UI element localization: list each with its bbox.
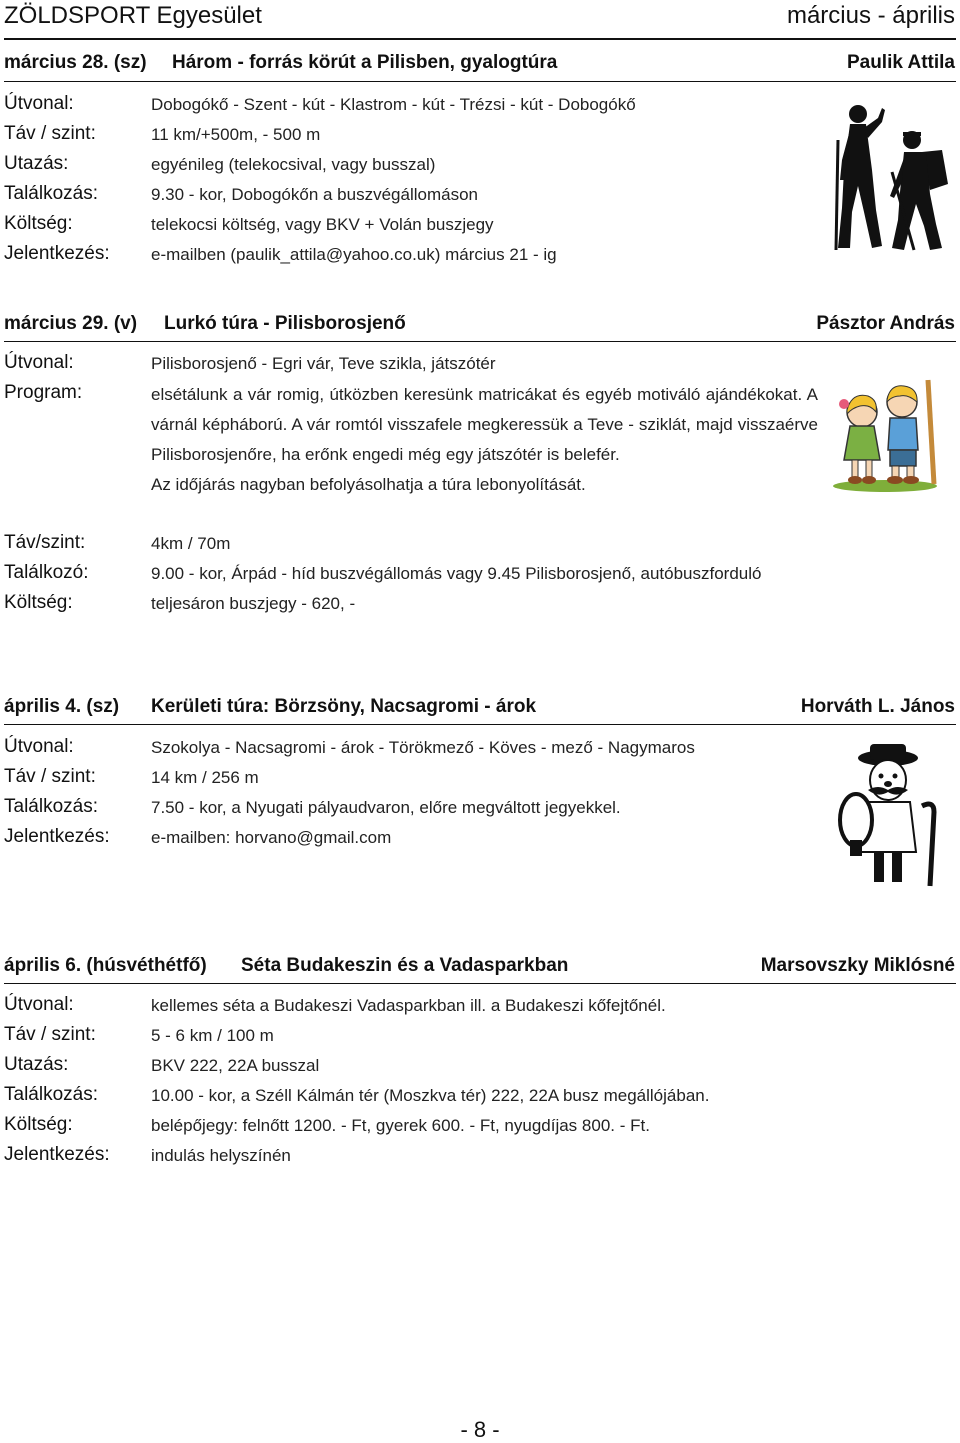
event-leader: Horváth L. János bbox=[800, 696, 955, 717]
weather-note: Az időjárás nagyban befolyásolhatja a túra lebonyolítását. bbox=[151, 475, 586, 494]
page-number: - 8 - bbox=[460, 1417, 500, 1442]
club-name: ZÖLDSPORT Egyesület bbox=[4, 2, 262, 29]
distance-value: 4km / 70m bbox=[151, 534, 231, 553]
signup-label: Jelentkezés: bbox=[4, 826, 110, 847]
header-divider bbox=[4, 38, 956, 40]
event-1-heading bbox=[0, 52, 960, 78]
event-leader: Pásztor András bbox=[816, 313, 955, 334]
cost-value: telekocsi költség, vagy BKV + Volán buszjegy bbox=[151, 215, 494, 234]
signup-value: indulás helyszínén bbox=[151, 1146, 291, 1165]
meeting-value: 7.50 - kor, a Nyugati pályaudvaron, előre megváltott jegyekkel. bbox=[151, 798, 621, 817]
route-label: Útvonal: bbox=[4, 736, 74, 757]
event-3-divider bbox=[4, 724, 956, 725]
event-title: Három - forrás körút a Pilisben, gyalogtúra bbox=[172, 52, 558, 73]
distance-label: Táv / szint: bbox=[4, 1024, 96, 1045]
route-value: Pilisborosjenő - Egri vár, Teve szikla, játszótér bbox=[151, 354, 496, 373]
program-label: Program: bbox=[4, 382, 83, 403]
distance-value: 14 km / 256 m bbox=[151, 768, 259, 787]
cost-label: Költség: bbox=[4, 592, 73, 613]
signup-value: e-mailben (paulik_attila@yahoo.co.uk) március 21 - ig bbox=[151, 245, 557, 264]
kids-illustration bbox=[830, 374, 945, 494]
meeting-label: Találkozás: bbox=[4, 183, 98, 204]
cost-label: Költség: bbox=[4, 1114, 73, 1135]
cost-value: teljesáron buszjegy - 620, - bbox=[151, 594, 356, 613]
meeting-value: 9.30 - kor, Dobogókőn a buszvégállomáson bbox=[151, 185, 478, 204]
event-title: Séta Budakeszin és a Vadasparkban bbox=[241, 955, 569, 976]
event-date: április 4. (sz) bbox=[4, 696, 120, 717]
cost-label: Költség: bbox=[4, 213, 73, 234]
travel-label: Utazás: bbox=[4, 153, 69, 174]
event-title: Lurkó túra - Pilisborosjenő bbox=[164, 313, 406, 334]
meeting-value: 9.00 - kor, Árpád - híd buszvégállomás vagy 9.45 Pilisborosjenő, autóbuszforduló bbox=[151, 564, 762, 583]
program-text: elsétálunk a vár romig, útközben keresünk matricákat és egyéb motiváló ajándékokat. A várnál képháború. A vár romtól visszafele megkeressük a Teve - sziklát, majd visszaérve Pilisborosjenőre, ha erőnk engedi még egy játszótér is belefér. bbox=[151, 385, 818, 464]
event-3-heading bbox=[0, 696, 960, 722]
event-4-divider bbox=[4, 983, 956, 984]
travel-value: BKV 222, 22A busszal bbox=[151, 1056, 320, 1075]
meeting-label: Találkozó: bbox=[4, 562, 89, 583]
period-label: március - április bbox=[786, 2, 955, 29]
distance-value: 5 - 6 km / 100 m bbox=[151, 1026, 274, 1045]
event-2-heading bbox=[0, 313, 960, 339]
route-label: Útvonal: bbox=[4, 994, 74, 1015]
meeting-label: Találkozás: bbox=[4, 796, 98, 817]
event-2-divider bbox=[4, 341, 956, 342]
old-hiker-illustration bbox=[830, 740, 945, 890]
event-1-divider bbox=[4, 81, 956, 82]
travel-label: Utazás: bbox=[4, 1054, 69, 1075]
cost-value: belépőjegy: felnőtt 1200. - Ft, gyerek 600. - Ft, nyugdíjas 800. - Ft. bbox=[151, 1116, 650, 1135]
route-value: Dobogókő - Szent - kút - Klastrom - kút - Trézsi - kút - Dobogókő bbox=[151, 95, 636, 114]
hikers-illustration bbox=[830, 100, 955, 255]
travel-value: egyénileg (telekocsival, vagy busszal) bbox=[151, 155, 436, 174]
distance-label: Táv / szint: bbox=[4, 766, 96, 787]
program-description bbox=[151, 380, 818, 500]
route-label: Útvonal: bbox=[4, 93, 74, 114]
event-leader: Paulik Attila bbox=[846, 52, 955, 73]
event-date: március 28. (sz) bbox=[4, 52, 147, 73]
distance-value: 11 km/+500m, - 500 m bbox=[151, 125, 321, 144]
event-4-heading bbox=[0, 955, 960, 981]
event-leader: Marsovszky Miklósné bbox=[760, 955, 955, 976]
signup-label: Jelentkezés: bbox=[4, 243, 110, 264]
distance-label: Táv / szint: bbox=[4, 123, 96, 144]
event-date: április 6. (húsvéthétfő) bbox=[4, 955, 207, 976]
route-value: Szokolya - Nacsagromi - árok - Törökmező - Köves - mező - Nagymaros bbox=[151, 738, 695, 757]
route-label: Útvonal: bbox=[4, 352, 74, 373]
meeting-label: Találkozás: bbox=[4, 1084, 98, 1105]
signup-value: e-mailben: horvano@gmail.com bbox=[151, 828, 392, 847]
event-title: Kerületi túra: Börzsöny, Nacsagromi - árok bbox=[151, 696, 537, 717]
signup-label: Jelentkezés: bbox=[4, 1144, 110, 1165]
event-date: március 29. (v) bbox=[4, 313, 138, 334]
meeting-value: 10.00 - kor, a Széll Kálmán tér (Moszkva tér) 222, 22A busz megállójában. bbox=[151, 1086, 710, 1105]
distance-label: Táv/szint: bbox=[4, 532, 86, 553]
route-value: kellemes séta a Budakeszi Vadasparkban ill. a Budakeszi kőfejtőnél. bbox=[151, 996, 666, 1015]
